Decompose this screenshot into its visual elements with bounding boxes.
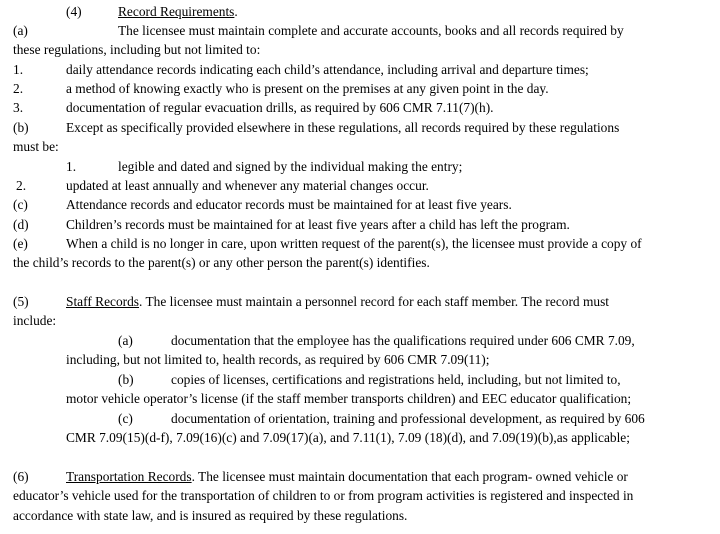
section-6-line1 xyxy=(66,467,628,486)
section-4e-label: (e) xyxy=(13,236,28,251)
section-4b-item-text: updated at least annually and whenever any material changes occur. xyxy=(66,178,429,193)
section-4a-item-text: daily attendance records indicating each child’s attendance, including arrival and departure times; xyxy=(66,62,589,77)
section-4b-item-number: 2. xyxy=(16,178,27,193)
section-5a-label: (a) xyxy=(118,333,133,348)
section-4-heading: Record Requirements xyxy=(118,4,235,19)
section-5-intro-text: . The licensee must maintain a personnel record for each staff member. The record must xyxy=(139,294,610,309)
section-4a-item-text: documentation of regular evacuation drills, as required by 606 CMR 7.11(7)(h). xyxy=(66,100,494,115)
section-4c-label: (c) xyxy=(13,197,28,212)
section-5c-text-line2: CMR 7.09(15)(d-f), 7.09(16)(c) and 7.09(17)(a), and 7.11(1), 7.09 (18)(d), and 7.09(19)(b),as applicable; xyxy=(66,430,630,445)
section-4b-item-text: legible and dated and signed by the individual making the entry; xyxy=(118,159,463,174)
section-6-intro-text: . The licensee must maintain documentation that each program- owned vehicle or xyxy=(191,469,628,484)
section-6-number: (6) xyxy=(13,469,29,484)
section-5a-text-line1: documentation that the employee has the qualifications required under 606 CMR 7.09, xyxy=(171,333,635,348)
section-4-heading-line xyxy=(118,2,238,21)
section-5c-text-line1: documentation of orientation, training and professional development, as required by 606 xyxy=(171,411,645,426)
section-4a-text-line2: these regulations, including but not limited to: xyxy=(13,42,261,57)
section-5-number: (5) xyxy=(13,294,29,309)
section-4a-item-number: 2. xyxy=(13,81,24,96)
section-4a-text-line1: The licensee must maintain complete and accurate accounts, books and all records required by xyxy=(118,23,624,38)
section-4e-text-line1: When a child is no longer in care, upon written request of the parent(s), the licensee must provide a copy of xyxy=(66,236,642,251)
section-5b-label: (b) xyxy=(118,372,134,387)
section-4d-text: Children’s records must be maintained for at least five years after a child has left the program. xyxy=(66,217,570,232)
section-4b-label: (b) xyxy=(13,120,29,135)
section-6-line2: educator’s vehicle used for the transportation of children to or from program activities is registered and inspected in xyxy=(13,488,634,503)
section-4b-item-number: 1. xyxy=(66,159,77,174)
section-5a-text-line2: including, but not limited to, health records, as required by 606 CMR 7.09(11); xyxy=(66,352,490,367)
section-4a-item-text: a method of knowing exactly who is present on the premises at any given point in the day. xyxy=(66,81,549,96)
section-5-intro-line1 xyxy=(66,292,609,311)
section-5b-text-line2: motor vehicle operator’s license (if the staff member transports children) and EEC educator qualification; xyxy=(66,391,632,406)
section-4a-label: (a) xyxy=(13,23,28,38)
section-4-number: (4) xyxy=(66,4,82,19)
section-4a-item-number: 1. xyxy=(13,62,24,77)
section-4e-text-line2: the child’s records to the parent(s) or any other person the parent(s) identifies. xyxy=(13,255,430,270)
section-4a-item-number: 3. xyxy=(13,100,24,115)
section-4b-text-line2: must be: xyxy=(13,139,59,154)
section-6-line3: accordance with state law, and is insured as required by these regulations. xyxy=(13,508,408,523)
section-5c-label: (c) xyxy=(118,411,133,426)
section-4d-label: (d) xyxy=(13,217,29,232)
section-5-heading: Staff Records xyxy=(66,294,140,309)
section-5b-text-line1: copies of licenses, certifications and registrations held, including, but not limited to, xyxy=(171,372,621,387)
section-4c-text: Attendance records and educator records must be maintained for at least five years. xyxy=(66,197,512,212)
section-4b-text-line1: Except as specifically provided elsewhere in these regulations, all records required by these regulations xyxy=(66,120,620,135)
section-4-heading-period: . xyxy=(234,4,238,19)
section-5-intro-line2: include: xyxy=(13,313,57,328)
section-6-heading: Transportation Records xyxy=(66,469,192,484)
